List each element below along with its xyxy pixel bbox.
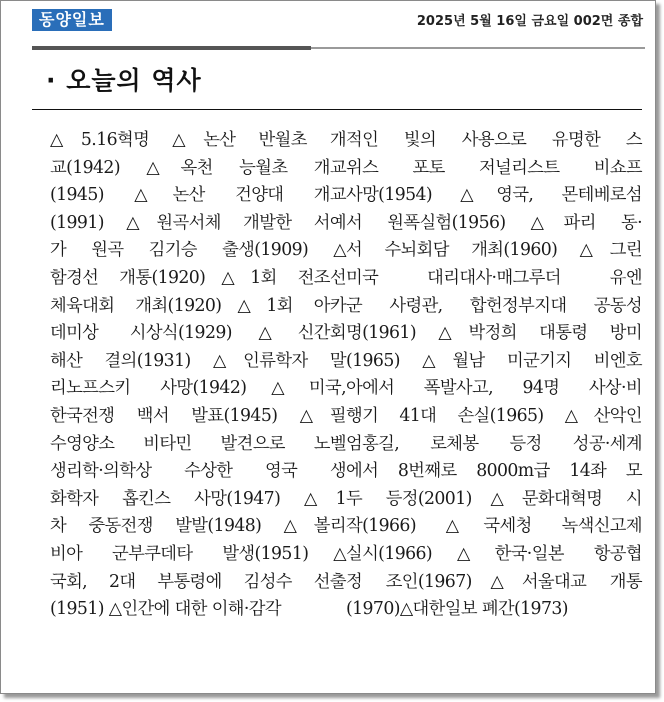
article-line: (1945) △논산 건양대 개교	[50, 185, 346, 206]
article-line: 행기 41대 손실(1965) △산악인	[346, 405, 642, 426]
article-line: 위스 포토 저널리스트 비쇼프	[346, 157, 642, 178]
article-line: 에서 8번째로 8000m급 14좌 모	[346, 461, 642, 482]
article-line: (1991) △원곡서체 개발한 서예	[50, 212, 346, 233]
article-line: 가 원곡 김기승 출생(1909) △	[50, 240, 346, 261]
newspaper-logo: 동양일보	[32, 9, 112, 31]
header-rule-dark	[32, 46, 311, 50]
article-line: 군 사령관, 합헌정부지대 공동성	[346, 295, 642, 316]
article-line: 사망(1954) △영국, 몬테베로섬	[346, 185, 642, 206]
article-line: 생리학·의학상 수상한 영국 생	[50, 461, 346, 482]
article-line: 리노프스키 사망(1942)△미국,	[50, 378, 346, 399]
article-line: 정 조인(1967)△서울대교 개통	[346, 571, 642, 592]
dateline: 2025년 5월 16일 금요일 002면 종합	[416, 14, 643, 29]
article-line: 화학자 홉킨스 사망(1947) △1	[50, 488, 346, 509]
article-line: 비아 군부쿠데타 발생(1951)△	[50, 543, 346, 564]
article-line: 국회, 2대 부통령에 김성수 선출	[50, 571, 346, 592]
article-column-right	[346, 127, 642, 624]
article-title: · 오늘의 역사	[46, 66, 202, 95]
article-line: 적인 빛의 사용으로 유명한 스	[346, 130, 642, 150]
article-line: 함경선 개통(1920)△1회 전조선	[50, 267, 346, 288]
article-line: 교(1942) △옥천 능월초 개교	[50, 157, 346, 178]
article-line: 실시(1966)△한국·일본 항공협	[346, 543, 642, 564]
article-line: 작(1966) △국세청 녹색신고제	[346, 516, 642, 537]
article-line: 차 중동전쟁 발발(1948) △볼리	[50, 516, 346, 537]
article-line: 서 원폭실험(1956) △파리 동·	[346, 212, 642, 233]
header-rule-light	[311, 47, 645, 49]
article-line: 명(1961) △박정희 대통령 방미	[346, 323, 642, 344]
article-line: (1970)△대한일보 폐간(1973)	[346, 599, 568, 620]
article-line: △5.16혁명 △논산 반월초 개	[50, 130, 346, 150]
article-line: (1965) △월남 미군기지 비엔호	[346, 350, 642, 371]
article-line: 미국 대리대사·매그루더 유엔	[346, 267, 642, 288]
article-line: 엄홍길, 로체봉 등정 성공·세계	[346, 433, 642, 454]
article-line: (1951) △인간에 대한 이해·감각	[50, 599, 281, 620]
article-line: 데미상 시상식(1929)△신간회	[50, 323, 346, 344]
article-line: 두 등정(2001)△문화대혁명 시	[346, 488, 642, 509]
article-line: 체육대회 개최(1920)△1회 아카	[50, 295, 346, 316]
article-line: 아에서 폭발사고, 94명 사상·비	[346, 378, 642, 399]
article-line: 수영양소 비타민 발견으로 노벨	[50, 433, 346, 454]
article-line: 서 수뇌회담 개최(1960) △그린	[346, 240, 642, 261]
article-column-left	[50, 127, 346, 624]
article-line: 한국전쟁 백서 발표(1945) △필	[50, 405, 346, 426]
title-underline	[32, 109, 642, 110]
article-line: 해산 결의(1931) △인류학자 말	[50, 350, 346, 371]
